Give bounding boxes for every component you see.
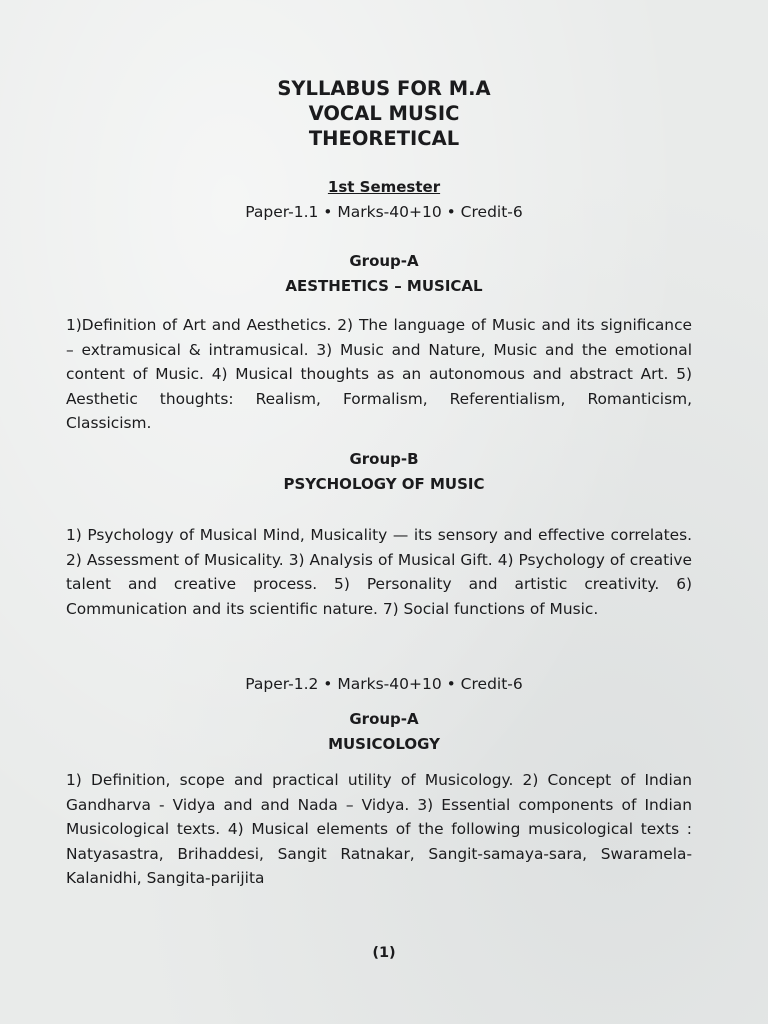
title-line-3: THEORETICAL <box>308 127 460 150</box>
semester-heading <box>0 178 768 196</box>
section3-heading: MUSICOLOGY <box>328 735 440 753</box>
page-number: (1) <box>372 945 396 961</box>
title-line-1: SYLLABUS FOR M.A <box>277 77 491 100</box>
paper-1-2-info: Paper-1.2 • Marks-40+10 • Credit-6 <box>245 675 523 693</box>
section3-group: Group-A <box>349 710 419 728</box>
section2-group: Group-B <box>349 450 419 468</box>
paper-1-1-info: Paper-1.1 • Marks-40+10 • Credit-6 <box>245 203 523 221</box>
section1-group: Group-A <box>349 252 419 270</box>
section2-heading: PSYCHOLOGY OF MUSIC <box>283 475 485 493</box>
semester-label: 1st Semester <box>327 178 441 196</box>
section1-heading: AESTHETICS – MUSICAL <box>285 277 483 295</box>
section3-paragraph: 1) Definition, scope and practical utility of Musicology. 2) Concept of Indian Gandharva - Vidya and and Nada – Vidya. 3) Essential components of Indian Musicological texts. 4) Musical elements of the following musicological texts : Natyasastra, Brihaddesi, Sangit Ratnakar, Sangit-samaya-sara, Swaramela-Kalanidhi, Sangita-parijita <box>66 771 692 887</box>
title-line-2: VOCAL MUSIC <box>308 102 460 125</box>
section2-paragraph: 1) Psychology of Musical Mind, Musicality — its sensory and effective correlates. 2) Assessment of Musicality. 3) Analysis of Musical Gift. 4) Psychology of creative talent and creative process. 5) Personality and artistic creativity. 6) Communication and its scientific nature. 7) Social functions of Music. <box>66 526 692 618</box>
section1-paragraph: 1)Definition of Art and Aesthetics. 2) The language of Music and its significance – extramusical & intramusical. 3) Music and Nature, Music and the emotional content of Music. 4) Musical thoughts as an autonomous and abstract Art. 5) Aesthetic thoughts: Realism, Formalism, Referentialism, Romanticism, Classicism. <box>66 316 692 432</box>
bleed-through-texture <box>70 140 700 260</box>
